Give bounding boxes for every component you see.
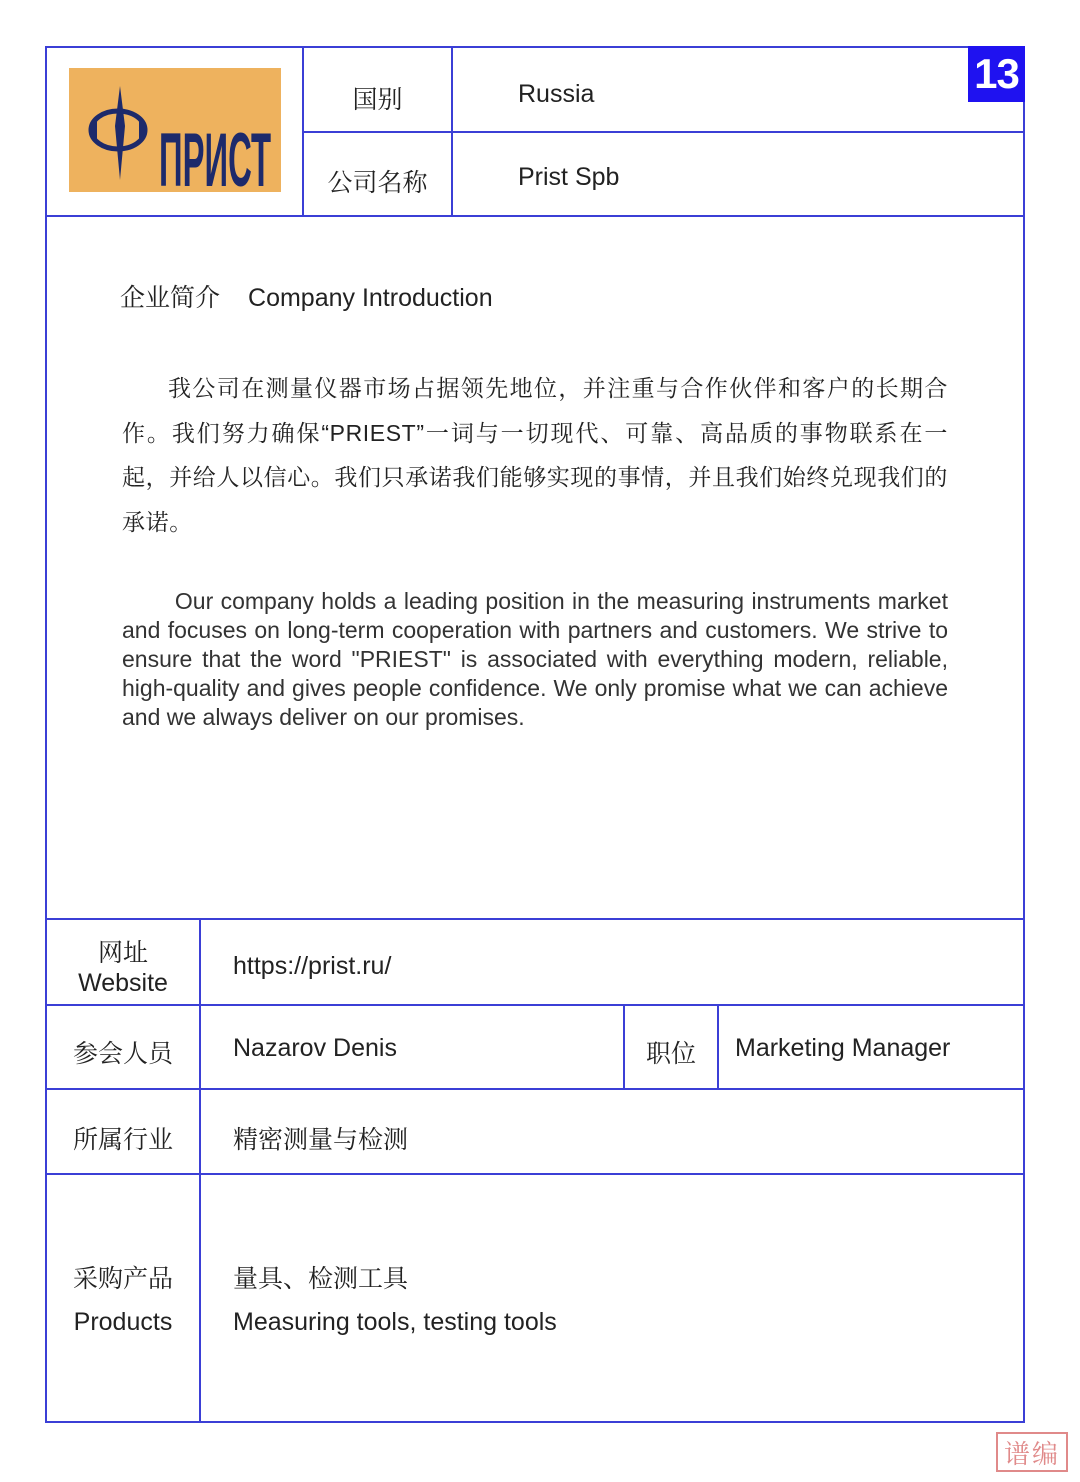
divider-industry-bottom bbox=[45, 1173, 1025, 1175]
prist-logo-icon bbox=[69, 68, 281, 192]
country-label: 国别 bbox=[352, 86, 403, 114]
company-name-value: Prist Spb bbox=[518, 163, 620, 191]
industry-value: 精密测量与检测 bbox=[233, 1126, 409, 1154]
watermark-stamp: 谱编 bbox=[996, 1432, 1068, 1472]
industry-label: 所属行业 bbox=[72, 1126, 173, 1154]
products-value-zh: 量具、检测工具 bbox=[233, 1265, 409, 1293]
divider-website-bottom bbox=[45, 1004, 1025, 1006]
products-value-en: Measuring tools, testing tools bbox=[233, 1308, 557, 1336]
website-link[interactable]: https://prist.ru/ bbox=[233, 952, 392, 980]
website-label-en: Website bbox=[78, 969, 168, 997]
attendee-label: 参会人员 bbox=[72, 1040, 173, 1068]
intro-heading-zh: 企业简介 bbox=[120, 284, 221, 312]
products-label bbox=[47, 1258, 199, 1344]
company-card bbox=[45, 46, 1025, 1423]
divider-header-middle bbox=[302, 131, 1025, 133]
website-label-zh: 网址 bbox=[97, 939, 148, 967]
products-label-zh: 采购产品 bbox=[72, 1265, 173, 1293]
website-label bbox=[47, 938, 199, 998]
country-value: Russia bbox=[518, 80, 595, 108]
products-label-en: Products bbox=[73, 1308, 173, 1336]
position-value: Marketing Manager bbox=[735, 1034, 951, 1062]
divider-intro-bottom bbox=[45, 918, 1025, 920]
divider-header-bottom bbox=[45, 215, 1025, 217]
intro-paragraph-en: Our company holds a leading position in the measuring instruments market and focuses on long-term cooperation with partners and customers. We strive to ensure that the word "PRIEST" is associated with everything modern, reliable, high-quality and gives people confidence. We only promise what we can achieve and we always deliver on our promises. bbox=[122, 588, 948, 730]
position-label: 职位 bbox=[645, 1040, 696, 1068]
intro-heading-en: Company Introduction bbox=[248, 284, 493, 312]
company-logo bbox=[69, 68, 281, 192]
intro-heading bbox=[120, 278, 493, 314]
attendee-value: Nazarov Denis bbox=[233, 1034, 397, 1062]
divider-position-right bbox=[717, 1004, 719, 1090]
intro-paragraph-zh: 我公司在测量仪器市场占据领先地位，并注重与合作伙伴和客户的长期合作。我们努力确保“PRIEST”一词与一切现代、可靠、高品质的事物联系在一起，并给人以信心。我们只承诺我们能够实现的事情，并且我们始终兑现我们的承诺。 bbox=[122, 375, 948, 535]
products-value bbox=[233, 1258, 557, 1344]
page-number-badge: 13 bbox=[968, 46, 1025, 102]
divider-details-label-right bbox=[199, 918, 201, 1423]
company-name-label: 公司名称 bbox=[327, 169, 428, 197]
logo-text: ПРИСТ bbox=[159, 118, 271, 192]
divider-attendee-bottom bbox=[45, 1088, 1025, 1090]
